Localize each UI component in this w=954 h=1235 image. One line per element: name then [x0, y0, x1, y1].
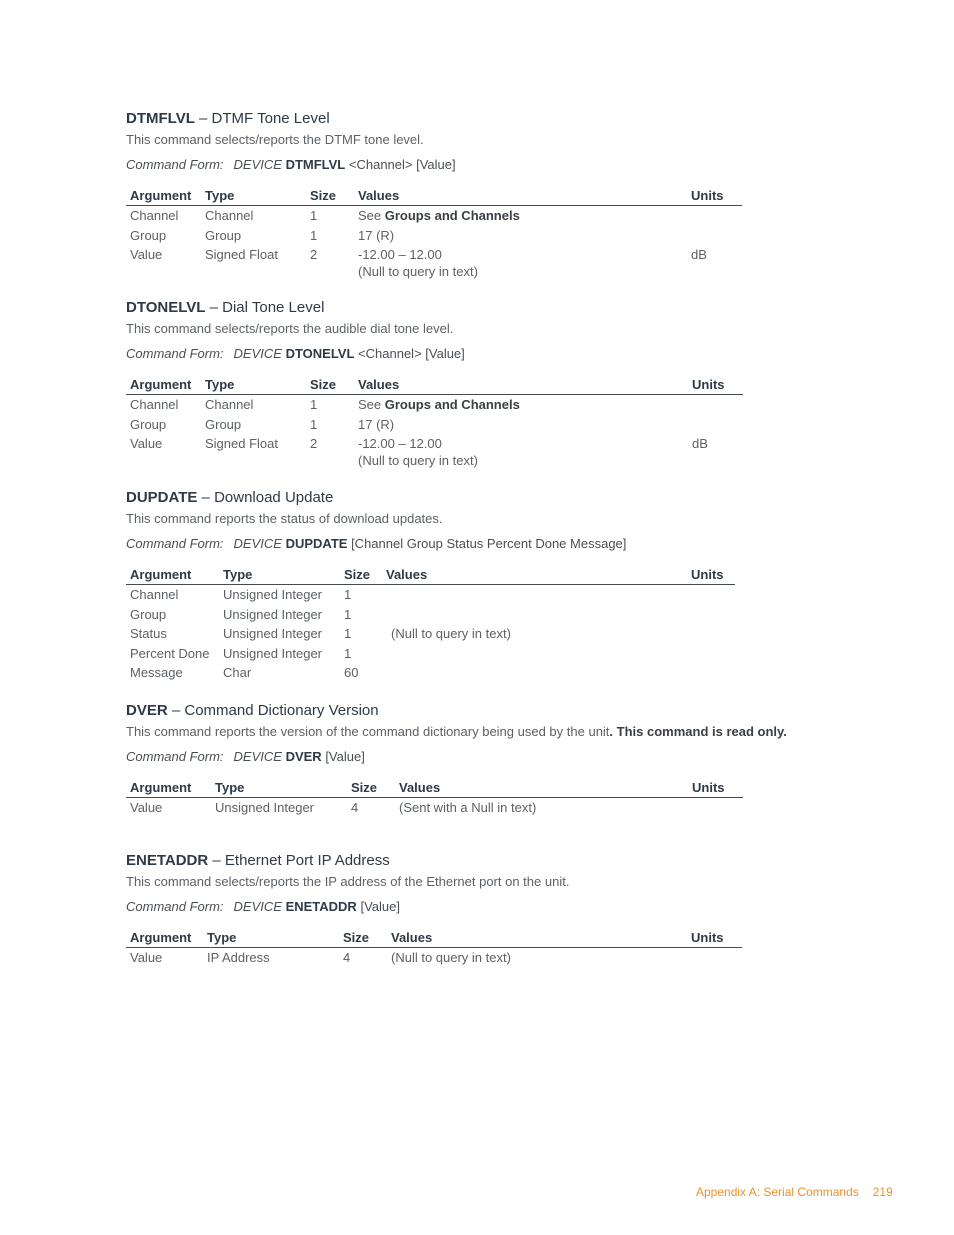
section-description: This command selects/reports the DTMF tone level.	[126, 132, 424, 147]
section-heading: DVER – Command Dictionary Version	[126, 702, 379, 719]
table-row: Value Signed Float 2 -12.00 – 12.00 (Null to query in text) dB	[130, 247, 707, 280]
command-form: Command Form: DEVICE ENETADDR [Value]	[126, 899, 400, 914]
table-row: Channel Channel 1 See Groups and Channels	[130, 208, 520, 223]
table-row: Percent Done Unsigned Integer 1	[130, 645, 352, 661]
command-form: Command Form: DEVICE DUPDATE [Channel Group Status Percent Done Message]	[126, 536, 627, 551]
table-header: Argument Type Size Values Units	[126, 566, 735, 585]
section-dtmflvl	[126, 109, 806, 282]
table-header: Argument Type Size Values Units	[126, 929, 742, 948]
table-row: Status Unsigned Integer 1 (Null to query in text)	[130, 626, 511, 642]
command-form: Command Form: DEVICE DVER [Value]	[126, 749, 365, 764]
section-dupdate	[126, 488, 806, 683]
section-description: This command selects/reports the IP address of the Ethernet port on the unit.	[126, 874, 570, 889]
section-enetaddr	[126, 851, 806, 968]
page-number: 219	[872, 1185, 893, 1199]
footer-section-title: Appendix A: Serial Commands	[696, 1185, 859, 1199]
section-heading: ENETADDR – Ethernet Port IP Address	[126, 852, 390, 869]
table-row: Message Char 60	[130, 665, 359, 681]
command-form: Command Form: DEVICE DTMFLVL <Channel> [Value]	[126, 157, 456, 172]
table-row: Group Group 1 17 (R)	[130, 416, 395, 432]
table-header: Argument Type Size Values Units	[126, 376, 743, 395]
page-footer	[696, 1185, 893, 1199]
argument-table	[126, 566, 735, 683]
section-description: This command reports the status of download updates.	[126, 511, 443, 526]
table-row: Value Unsigned Integer 4 (Sent with a Null in text)	[130, 800, 537, 815]
argument-table	[126, 187, 742, 282]
table-row: Group Group 1 17 (R)	[130, 227, 395, 243]
argument-table	[126, 779, 743, 818]
table-row: Channel Unsigned Integer 1	[130, 587, 352, 602]
section-heading: DTMFLVL – DTMF Tone Level	[126, 110, 330, 127]
section-dver	[126, 701, 806, 818]
table-header: Argument Type Size Values Units	[126, 779, 743, 798]
table-row: Channel Channel 1 See Groups and Channels	[130, 397, 520, 412]
table-row: Value IP Address 4 (Null to query in text)	[130, 950, 511, 965]
table-row: Group Unsigned Integer 1	[130, 606, 352, 622]
section-description: This command selects/reports the audible dial tone level.	[126, 321, 454, 336]
argument-table	[126, 929, 742, 968]
section-heading: DTONELVL – Dial Tone Level	[126, 299, 325, 316]
section-description: This command reports the version of the command dictionary being used by the unit. This command is read only.	[126, 724, 787, 739]
section-dtonelvl	[126, 298, 806, 471]
argument-table	[126, 376, 743, 471]
table-row: Value Signed Float 2 -12.00 – 12.00 (Null to query in text) dB	[130, 436, 708, 469]
section-heading: DUPDATE – Download Update	[126, 489, 334, 506]
table-header: Argument Type Size Values Units	[126, 187, 742, 206]
command-form: Command Form: DEVICE DTONELVL <Channel> [Value]	[126, 346, 465, 361]
